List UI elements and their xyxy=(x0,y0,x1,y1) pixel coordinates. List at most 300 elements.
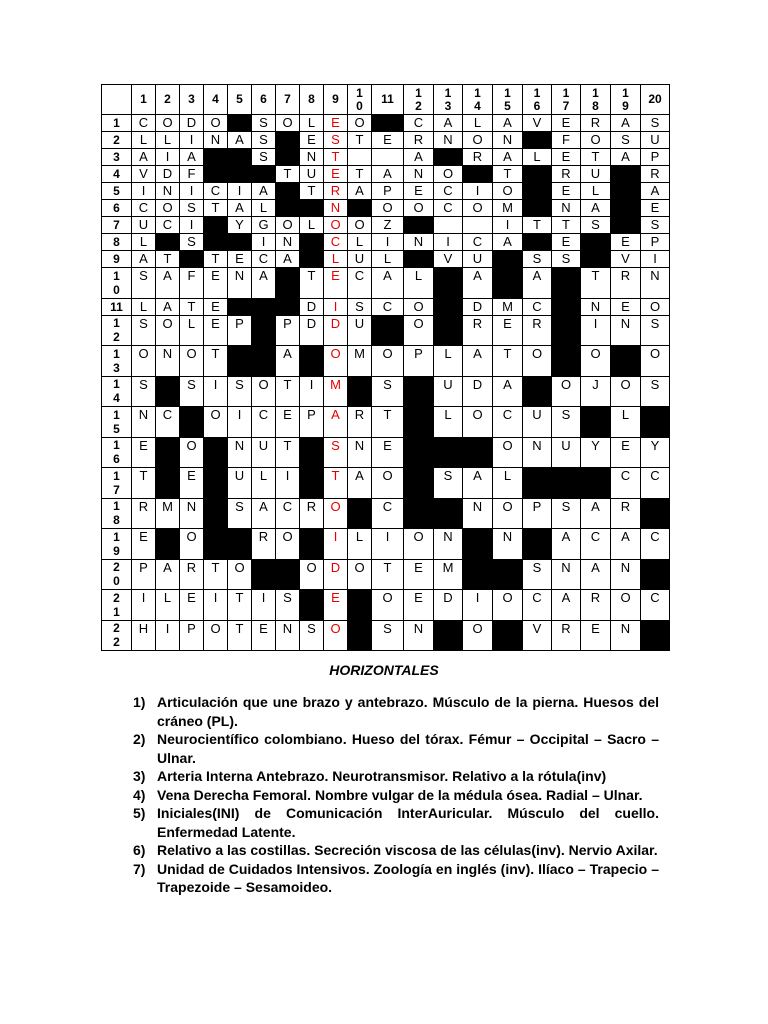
clue-text: Arteria Interna Antebrazo. Neurotransmisor. Relativo a la rótula(inv) xyxy=(157,768,607,784)
letter-cell: Z xyxy=(372,217,404,234)
letter-cell: N xyxy=(404,620,434,651)
letter-cell: I xyxy=(156,149,180,166)
letter-cell: I xyxy=(324,529,348,560)
letter-cell: U xyxy=(581,166,611,183)
letter-cell: O xyxy=(156,315,180,346)
letter-cell: O xyxy=(372,590,404,621)
letter-cell: C xyxy=(434,183,463,200)
letter-cell: O xyxy=(348,217,372,234)
black-cell xyxy=(228,529,252,560)
letter-cell: A xyxy=(581,498,611,529)
letter-cell: C xyxy=(404,115,434,132)
column-number: 7 xyxy=(276,85,300,115)
letter-cell: C xyxy=(204,183,228,200)
letter-cell: C xyxy=(132,115,156,132)
column-number: 6 xyxy=(252,85,276,115)
letter-cell: S xyxy=(641,376,670,407)
letter-cell: S xyxy=(228,376,252,407)
letter-cell: N xyxy=(132,407,156,438)
letter-cell: F xyxy=(552,132,581,149)
letter-cell: A xyxy=(276,251,300,268)
letter-cell: E xyxy=(641,200,670,217)
letter-cell: J xyxy=(581,376,611,407)
letter-cell: U xyxy=(434,376,463,407)
letter-cell: O xyxy=(132,346,156,377)
letter-cell: E xyxy=(404,590,434,621)
column-number: 4 xyxy=(204,85,228,115)
black-cell xyxy=(611,183,641,200)
letter-cell: Y xyxy=(228,217,252,234)
letter-cell: O xyxy=(204,620,228,651)
row-number: 8 xyxy=(102,234,132,251)
letter-cell: O xyxy=(276,115,300,132)
black-cell xyxy=(204,437,228,468)
letter-cell: A xyxy=(252,498,276,529)
black-cell xyxy=(300,590,324,621)
letter-cell: I xyxy=(324,298,348,315)
letter-cell: T xyxy=(581,149,611,166)
letter-cell: O xyxy=(493,498,523,529)
black-cell xyxy=(300,200,324,217)
clue-text: Vena Derecha Femoral. Nombre vulgar de la médula ósea. Radial – Ulnar. xyxy=(157,786,643,803)
letter-cell: T xyxy=(324,149,348,166)
letter-cell: N xyxy=(581,298,611,315)
letter-cell: N xyxy=(641,268,670,299)
letter-cell: A xyxy=(434,115,463,132)
clue-number: 1) xyxy=(133,694,146,710)
letter-cell: F xyxy=(180,268,204,299)
column-number: 9 xyxy=(324,85,348,115)
row-number: 2 0 xyxy=(102,559,132,590)
black-cell xyxy=(156,376,180,407)
black-cell xyxy=(156,468,180,499)
letter-cell: L xyxy=(348,234,372,251)
letter-cell: O xyxy=(324,346,348,377)
letter-cell: I xyxy=(276,468,300,499)
letter-cell: O xyxy=(581,346,611,377)
letter-cell: A xyxy=(228,200,252,217)
letter-cell: S xyxy=(252,132,276,149)
clue-item xyxy=(125,804,659,841)
letter-cell: E xyxy=(611,437,641,468)
clue-item xyxy=(125,860,659,897)
letter-cell: M xyxy=(493,298,523,315)
row-number: 2 2 xyxy=(102,620,132,651)
black-cell xyxy=(523,183,552,200)
black-cell xyxy=(204,166,228,183)
letter-cell: E xyxy=(204,315,228,346)
letter-cell: E xyxy=(324,268,348,299)
letter-cell: O xyxy=(463,620,493,651)
letter-cell: A xyxy=(372,166,404,183)
letter-cell: C xyxy=(252,407,276,438)
letter-cell: T xyxy=(228,620,252,651)
black-cell xyxy=(252,559,276,590)
letter-cell: O xyxy=(404,200,434,217)
letter-cell: N xyxy=(348,437,372,468)
black-cell xyxy=(348,620,372,651)
letter-cell: O xyxy=(641,346,670,377)
letter-cell xyxy=(434,217,463,234)
clue-number: 4) xyxy=(133,786,146,803)
letter-cell: A xyxy=(552,529,581,560)
letter-cell: O xyxy=(156,115,180,132)
black-cell xyxy=(252,346,276,377)
letter-cell: D xyxy=(156,166,180,183)
black-cell xyxy=(348,498,372,529)
row-number: 1 5 xyxy=(102,407,132,438)
letter-cell: E xyxy=(276,407,300,438)
letter-cell: T xyxy=(204,559,228,590)
letter-cell: N xyxy=(156,183,180,200)
letter-cell: O xyxy=(204,115,228,132)
letter-cell: O xyxy=(641,298,670,315)
black-cell xyxy=(523,468,552,499)
black-cell xyxy=(276,200,300,217)
letter-cell: A xyxy=(348,468,372,499)
letter-cell: R xyxy=(581,590,611,621)
column-number: 1 3 xyxy=(434,85,463,115)
letter-cell: I xyxy=(463,590,493,621)
black-cell xyxy=(372,115,404,132)
letter-cell: C xyxy=(324,234,348,251)
letter-cell: A xyxy=(493,115,523,132)
letter-cell: P xyxy=(276,315,300,346)
letter-cell: S xyxy=(228,498,252,529)
letter-cell: E xyxy=(581,620,611,651)
clue-number: 6) xyxy=(133,842,146,858)
letter-cell: F xyxy=(180,166,204,183)
letter-cell: R xyxy=(641,166,670,183)
column-number: 1 5 xyxy=(493,85,523,115)
letter-cell: S xyxy=(372,620,404,651)
letter-cell: T xyxy=(581,268,611,299)
letter-cell: D xyxy=(434,590,463,621)
letter-cell: C xyxy=(156,217,180,234)
letter-cell: R xyxy=(300,498,324,529)
letter-cell: O xyxy=(552,376,581,407)
letter-cell: I xyxy=(463,183,493,200)
letter-cell: U xyxy=(252,437,276,468)
letter-cell: T xyxy=(523,217,552,234)
letter-cell: T xyxy=(276,437,300,468)
letter-cell: M xyxy=(156,498,180,529)
letter-cell: P xyxy=(180,620,204,651)
letter-cell: R xyxy=(581,115,611,132)
letter-cell: L xyxy=(372,251,404,268)
letter-cell: P xyxy=(641,234,670,251)
letter-cell: A xyxy=(552,590,581,621)
letter-cell: R xyxy=(404,132,434,149)
column-number: 1 9 xyxy=(611,85,641,115)
black-cell xyxy=(300,437,324,468)
row-number: 1 6 xyxy=(102,437,132,468)
letter-cell: S xyxy=(611,132,641,149)
letter-cell: N xyxy=(434,132,463,149)
letter-cell: R xyxy=(463,315,493,346)
letter-cell: O xyxy=(404,529,434,560)
black-cell xyxy=(276,298,300,315)
black-cell xyxy=(300,346,324,377)
black-cell xyxy=(228,166,252,183)
black-cell xyxy=(523,376,552,407)
row-number: 1 9 xyxy=(102,529,132,560)
letter-cell: U xyxy=(641,132,670,149)
clue-item xyxy=(125,693,659,730)
letter-cell: T xyxy=(300,183,324,200)
clue-number: 5) xyxy=(133,805,146,821)
letter-cell: C xyxy=(276,498,300,529)
row-number: 5 xyxy=(102,183,132,200)
letter-cell: I xyxy=(180,217,204,234)
clue-item xyxy=(125,730,659,767)
letter-cell: O xyxy=(180,437,204,468)
black-cell xyxy=(611,346,641,377)
row-number: 1 7 xyxy=(102,468,132,499)
letter-cell: I xyxy=(641,251,670,268)
letter-cell: N xyxy=(404,166,434,183)
letter-cell: N xyxy=(611,620,641,651)
letter-cell: R xyxy=(552,166,581,183)
letter-cell: O xyxy=(404,315,434,346)
letter-cell: N xyxy=(611,559,641,590)
black-cell xyxy=(611,166,641,183)
letter-cell: U xyxy=(300,166,324,183)
letter-cell: A xyxy=(156,298,180,315)
letter-cell: A xyxy=(156,268,180,299)
black-cell xyxy=(523,529,552,560)
column-number: 1 6 xyxy=(523,85,552,115)
letter-cell: D xyxy=(463,376,493,407)
letter-cell: T xyxy=(204,251,228,268)
row-number: 3 xyxy=(102,149,132,166)
letter-cell: R xyxy=(463,149,493,166)
letter-cell: D xyxy=(324,315,348,346)
letter-cell: O xyxy=(611,376,641,407)
letter-cell: U xyxy=(523,407,552,438)
letter-cell: U xyxy=(348,251,372,268)
black-cell xyxy=(552,346,581,377)
grid-corner xyxy=(102,85,132,115)
letter-cell: I xyxy=(180,183,204,200)
clue-text: Relativo a las costillas. Secreción viscosa de las células(inv). Nervio Axilar. xyxy=(157,842,658,858)
letter-cell: A xyxy=(463,268,493,299)
letter-cell: T xyxy=(372,407,404,438)
letter-cell: C xyxy=(372,498,404,529)
letter-cell: E xyxy=(552,183,581,200)
letter-cell: O xyxy=(493,437,523,468)
letter-cell: O xyxy=(611,590,641,621)
letter-cell: I xyxy=(372,234,404,251)
letter-cell: I xyxy=(132,590,156,621)
letter-cell: T xyxy=(300,268,324,299)
letter-cell: I xyxy=(372,529,404,560)
black-cell xyxy=(252,166,276,183)
letter-cell: C xyxy=(252,251,276,268)
column-number: 2 xyxy=(156,85,180,115)
black-cell xyxy=(404,468,434,499)
letter-cell: P xyxy=(641,149,670,166)
letter-cell: T xyxy=(276,376,300,407)
letter-cell: R xyxy=(180,559,204,590)
black-cell xyxy=(434,315,463,346)
row-number: 1 3 xyxy=(102,346,132,377)
letter-cell: E xyxy=(324,166,348,183)
letter-cell: E xyxy=(493,315,523,346)
letter-cell: S xyxy=(372,376,404,407)
letter-cell: C xyxy=(523,298,552,315)
letter-cell: U xyxy=(463,251,493,268)
letter-cell: N xyxy=(463,498,493,529)
black-cell xyxy=(252,315,276,346)
letter-cell: L xyxy=(252,200,276,217)
black-cell xyxy=(204,468,228,499)
letter-cell: C xyxy=(372,298,404,315)
clue-text: Neurocientífico colombiano. Hueso del tórax. Fémur – Occipital – Sacro – Ulnar. xyxy=(157,731,659,766)
letter-cell: T xyxy=(156,251,180,268)
letter-cell: S xyxy=(252,149,276,166)
letter-cell: A xyxy=(132,149,156,166)
black-cell xyxy=(204,234,228,251)
letter-cell: V xyxy=(132,166,156,183)
letter-cell: D xyxy=(300,315,324,346)
letter-cell: V xyxy=(523,115,552,132)
black-cell xyxy=(204,498,228,529)
letter-cell: C xyxy=(641,590,670,621)
column-number: 1 xyxy=(132,85,156,115)
row-number: 11 xyxy=(102,298,132,315)
black-cell xyxy=(276,132,300,149)
letter-cell: M xyxy=(434,559,463,590)
clue-text: Articulación que une brazo y antebrazo. Músculo de la pierna. Huesos del cráneo (PL). xyxy=(157,694,659,729)
black-cell xyxy=(552,315,581,346)
letter-cell: T xyxy=(204,346,228,377)
letter-cell: O xyxy=(434,166,463,183)
black-cell xyxy=(252,298,276,315)
letter-cell: L xyxy=(434,346,463,377)
letter-cell: R xyxy=(611,268,641,299)
black-cell xyxy=(204,217,228,234)
letter-cell: I xyxy=(252,234,276,251)
letter-cell: S xyxy=(132,376,156,407)
black-cell xyxy=(434,149,463,166)
letter-cell: A xyxy=(611,529,641,560)
column-number: 11 xyxy=(372,85,404,115)
row-number: 1 2 xyxy=(102,315,132,346)
letter-cell: M xyxy=(324,376,348,407)
letter-cell: V xyxy=(523,620,552,651)
black-cell xyxy=(180,251,204,268)
letter-cell: L xyxy=(300,217,324,234)
letter-cell: M xyxy=(348,346,372,377)
black-cell xyxy=(581,234,611,251)
letter-cell: I xyxy=(228,407,252,438)
letter-cell: A xyxy=(523,268,552,299)
letter-cell: O xyxy=(463,200,493,217)
letter-cell: T xyxy=(204,200,228,217)
letter-cell: S xyxy=(252,115,276,132)
letter-cell: O xyxy=(463,407,493,438)
letter-cell: S xyxy=(552,407,581,438)
black-cell xyxy=(300,234,324,251)
letter-cell: A xyxy=(404,149,434,166)
letter-cell: L xyxy=(300,115,324,132)
column-number: 1 0 xyxy=(348,85,372,115)
letter-cell: I xyxy=(132,183,156,200)
letter-cell: L xyxy=(404,268,434,299)
letter-cell: V xyxy=(611,251,641,268)
letter-cell: O xyxy=(348,115,372,132)
letter-cell: E xyxy=(372,132,404,149)
crossword-grid xyxy=(101,84,670,651)
black-cell xyxy=(228,149,252,166)
letter-cell: I xyxy=(581,315,611,346)
row-number: 1 0 xyxy=(102,268,132,299)
letter-cell: E xyxy=(611,298,641,315)
clue-item xyxy=(125,767,659,786)
letter-cell: L xyxy=(348,529,372,560)
letter-cell: U xyxy=(132,217,156,234)
letter-cell: L xyxy=(180,315,204,346)
letter-cell: O xyxy=(276,217,300,234)
black-cell xyxy=(180,407,204,438)
letter-cell: T xyxy=(493,166,523,183)
column-number: 3 xyxy=(180,85,204,115)
letter-cell: P xyxy=(523,498,552,529)
letter-cell: N xyxy=(300,149,324,166)
letter-cell: C xyxy=(611,468,641,499)
black-cell xyxy=(300,529,324,560)
black-cell xyxy=(276,149,300,166)
clue-list xyxy=(125,693,659,897)
letter-cell: A xyxy=(493,149,523,166)
black-cell xyxy=(228,346,252,377)
letter-cell: R xyxy=(324,183,348,200)
letter-cell: A xyxy=(348,183,372,200)
letter-cell: N xyxy=(276,620,300,651)
letter-cell: A xyxy=(611,115,641,132)
black-cell xyxy=(156,529,180,560)
letter-cell: N xyxy=(204,132,228,149)
clues-heading: HORIZONTALES xyxy=(329,662,439,678)
letter-cell: N xyxy=(276,234,300,251)
black-cell xyxy=(523,132,552,149)
letter-cell: O xyxy=(252,376,276,407)
letter-cell: L xyxy=(132,298,156,315)
black-cell xyxy=(493,268,523,299)
letter-cell: L xyxy=(324,251,348,268)
letter-cell: L xyxy=(581,183,611,200)
letter-cell: T xyxy=(276,166,300,183)
letter-cell: N xyxy=(552,200,581,217)
letter-cell: A xyxy=(324,407,348,438)
black-cell xyxy=(372,315,404,346)
letter-cell: Y xyxy=(581,437,611,468)
letter-cell: A xyxy=(493,234,523,251)
letter-cell: D xyxy=(324,559,348,590)
letter-cell: E xyxy=(228,251,252,268)
black-cell xyxy=(404,217,434,234)
black-cell xyxy=(523,234,552,251)
black-cell xyxy=(463,529,493,560)
letter-cell: C xyxy=(156,407,180,438)
letter-cell: T xyxy=(348,132,372,149)
letter-cell: C xyxy=(581,529,611,560)
letter-cell: S xyxy=(523,251,552,268)
black-cell xyxy=(276,268,300,299)
letter-cell: O xyxy=(404,298,434,315)
letter-cell: E xyxy=(204,268,228,299)
